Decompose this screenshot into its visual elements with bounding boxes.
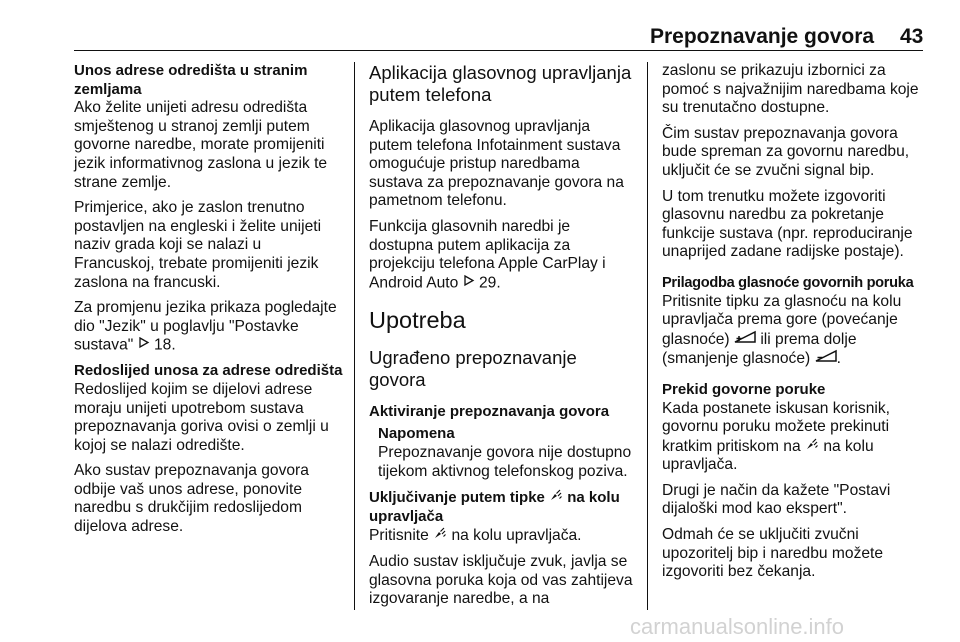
page-reference-arrow-icon — [463, 274, 475, 293]
heading-activate-recognition: Aktiviranje prepoznavanja govora — [369, 402, 610, 420]
column-divider-2 — [647, 62, 648, 610]
heading-builtin-recognition: Ugrađeno prepoznavanje govora — [369, 346, 577, 390]
voice-control-icon — [433, 526, 447, 546]
paragraph: Audio sustav isključuje zvuk, javlja se glasovna poruka koja od vas zahtijeva izgovaranje naredbe, a na — [369, 552, 633, 608]
column-divider-1 — [354, 62, 355, 610]
paragraph: Ako želite unijeti adresu odredišta smještenog u stranoj zemlji putem govorne naredbe, morate promijeniti jezik informativnog zaslona u jezik te strane zemlje. — [74, 99, 328, 191]
column-2 — [369, 62, 637, 616]
paragraph: Primjerice, ako je zaslon trenutno postavljen na engleski i želite unijeti naziv grada koji se nalazi u Francuskoj, trebate promijeniti jezik zaslona na francuski. — [74, 199, 322, 291]
paragraph-text: Za promjenu jezika prikaza pogledajte dio "Jezik" u poglavlju "Postavke sustava" — [74, 299, 337, 354]
paragraph: Aplikacija glasovnog upravljanja putem telefona Infotainment sustava omogućuje pristup naredbama sustava za prepoznavanje govora na pametnom telefonu. — [369, 118, 624, 210]
paragraph: Odmah će se uključiti zvučni upozoritelj bip i naredbu možete izgovoriti bez čekanja. — [662, 526, 884, 581]
paragraph: zaslonu se prikazuju izbornici za pomoć s najvažnijim naredbama koje su trenutačno dostupne. — [662, 62, 919, 117]
page-reference-link[interactable]: 29. — [479, 274, 501, 292]
page-number: 43 — [900, 25, 924, 48]
heading-interrupt-message: Prekid govorne poruke — [662, 380, 826, 398]
heading-foreign-destination: Unos adrese odredišta u stranim zemljama — [74, 62, 308, 98]
heading-usage: Upotreba — [369, 306, 466, 333]
paragraph: Čim sustav prepoznavanja govora bude spreman za govornu naredbu, uključit će se zvučni signal bip. — [662, 124, 910, 179]
note-text: Prepoznavanje govora nije dostupno tijekom aktivnog telefonskog poziva. — [378, 443, 632, 480]
volume-down-icon — [815, 349, 837, 369]
paragraph: Drugi je način da kažete "Postavi dijaloški mod kao ekspert". — [662, 481, 891, 518]
volume-up-icon — [734, 330, 756, 350]
paragraph-text: ili prema dolje (smanjenje glasnoće) — [662, 330, 857, 368]
page-reference-link[interactable]: 18. — [153, 336, 176, 354]
heading-text: Uključivanje putem tipke — [369, 488, 545, 506]
note-title: Napomena — [378, 425, 455, 443]
paragraph-text: Funkcija glasovnih naredbi je dostupna putem aplikacija za projekciju telefona Apple CarPlay i Android Auto — [369, 217, 606, 292]
paragraph-text: Kada postanete iskusan korisnik, govornu poruku možete prekinuti kratkim pritiskom na — [662, 399, 890, 455]
paragraph-text: Pritisnite — [369, 527, 429, 545]
heading-entry-order: Redoslijed unosa za adrese odredišta — [74, 362, 343, 380]
voice-control-icon — [549, 488, 563, 508]
paragraph-text: na kolu upravljača. — [662, 437, 874, 474]
paragraph: Ako sustav prepoznavanja govora odbije vaš unos adrese, ponovite naredbu s drukčijim redoslijedom dijelova adrese. — [74, 462, 309, 536]
paragraph — [74, 299, 346, 355]
paragraph-text: . — [836, 350, 841, 368]
page-reference-arrow-icon — [138, 336, 150, 355]
paragraph — [662, 293, 930, 369]
paragraph — [369, 218, 637, 293]
heading-phone-voice-app: Aplikacija glasovnog upravljanja putem telefona — [369, 62, 632, 105]
watermark: carmanualsonline.info — [630, 614, 845, 639]
voice-control-icon — [805, 437, 819, 457]
column-3 — [662, 62, 930, 589]
paragraph: U tom trenutku možete izgovoriti glasovnu naredbu za pokretanje funkcije sustava (npr. reproduciranje unaprijed zadane radijske postaje). — [662, 187, 913, 261]
header-title: Prepoznavanje govora — [650, 25, 875, 48]
note-block — [378, 425, 637, 481]
header-rule — [74, 50, 923, 51]
paragraph-text: na kolu upravljača. — [451, 527, 582, 545]
column-1 — [74, 62, 346, 544]
paragraph — [662, 400, 930, 475]
paragraph-text: Pritisnite tipku za glasnoću na kolu upravljača prema gore (povećanje glasnoće) — [662, 292, 902, 348]
paragraph — [369, 526, 637, 546]
heading-steering-button — [369, 488, 637, 526]
heading-volume-adjust: Prilagodba glasnoće govornih poruka — [662, 274, 914, 291]
heading-text: na kolu upravljača — [369, 488, 620, 525]
paragraph: Redoslijed kojim se dijelovi adrese moraju unijeti upotrebom sustava prepoznavanja goriva ovisi o zemlji u kojoj se nalazi odredište. — [74, 380, 329, 454]
